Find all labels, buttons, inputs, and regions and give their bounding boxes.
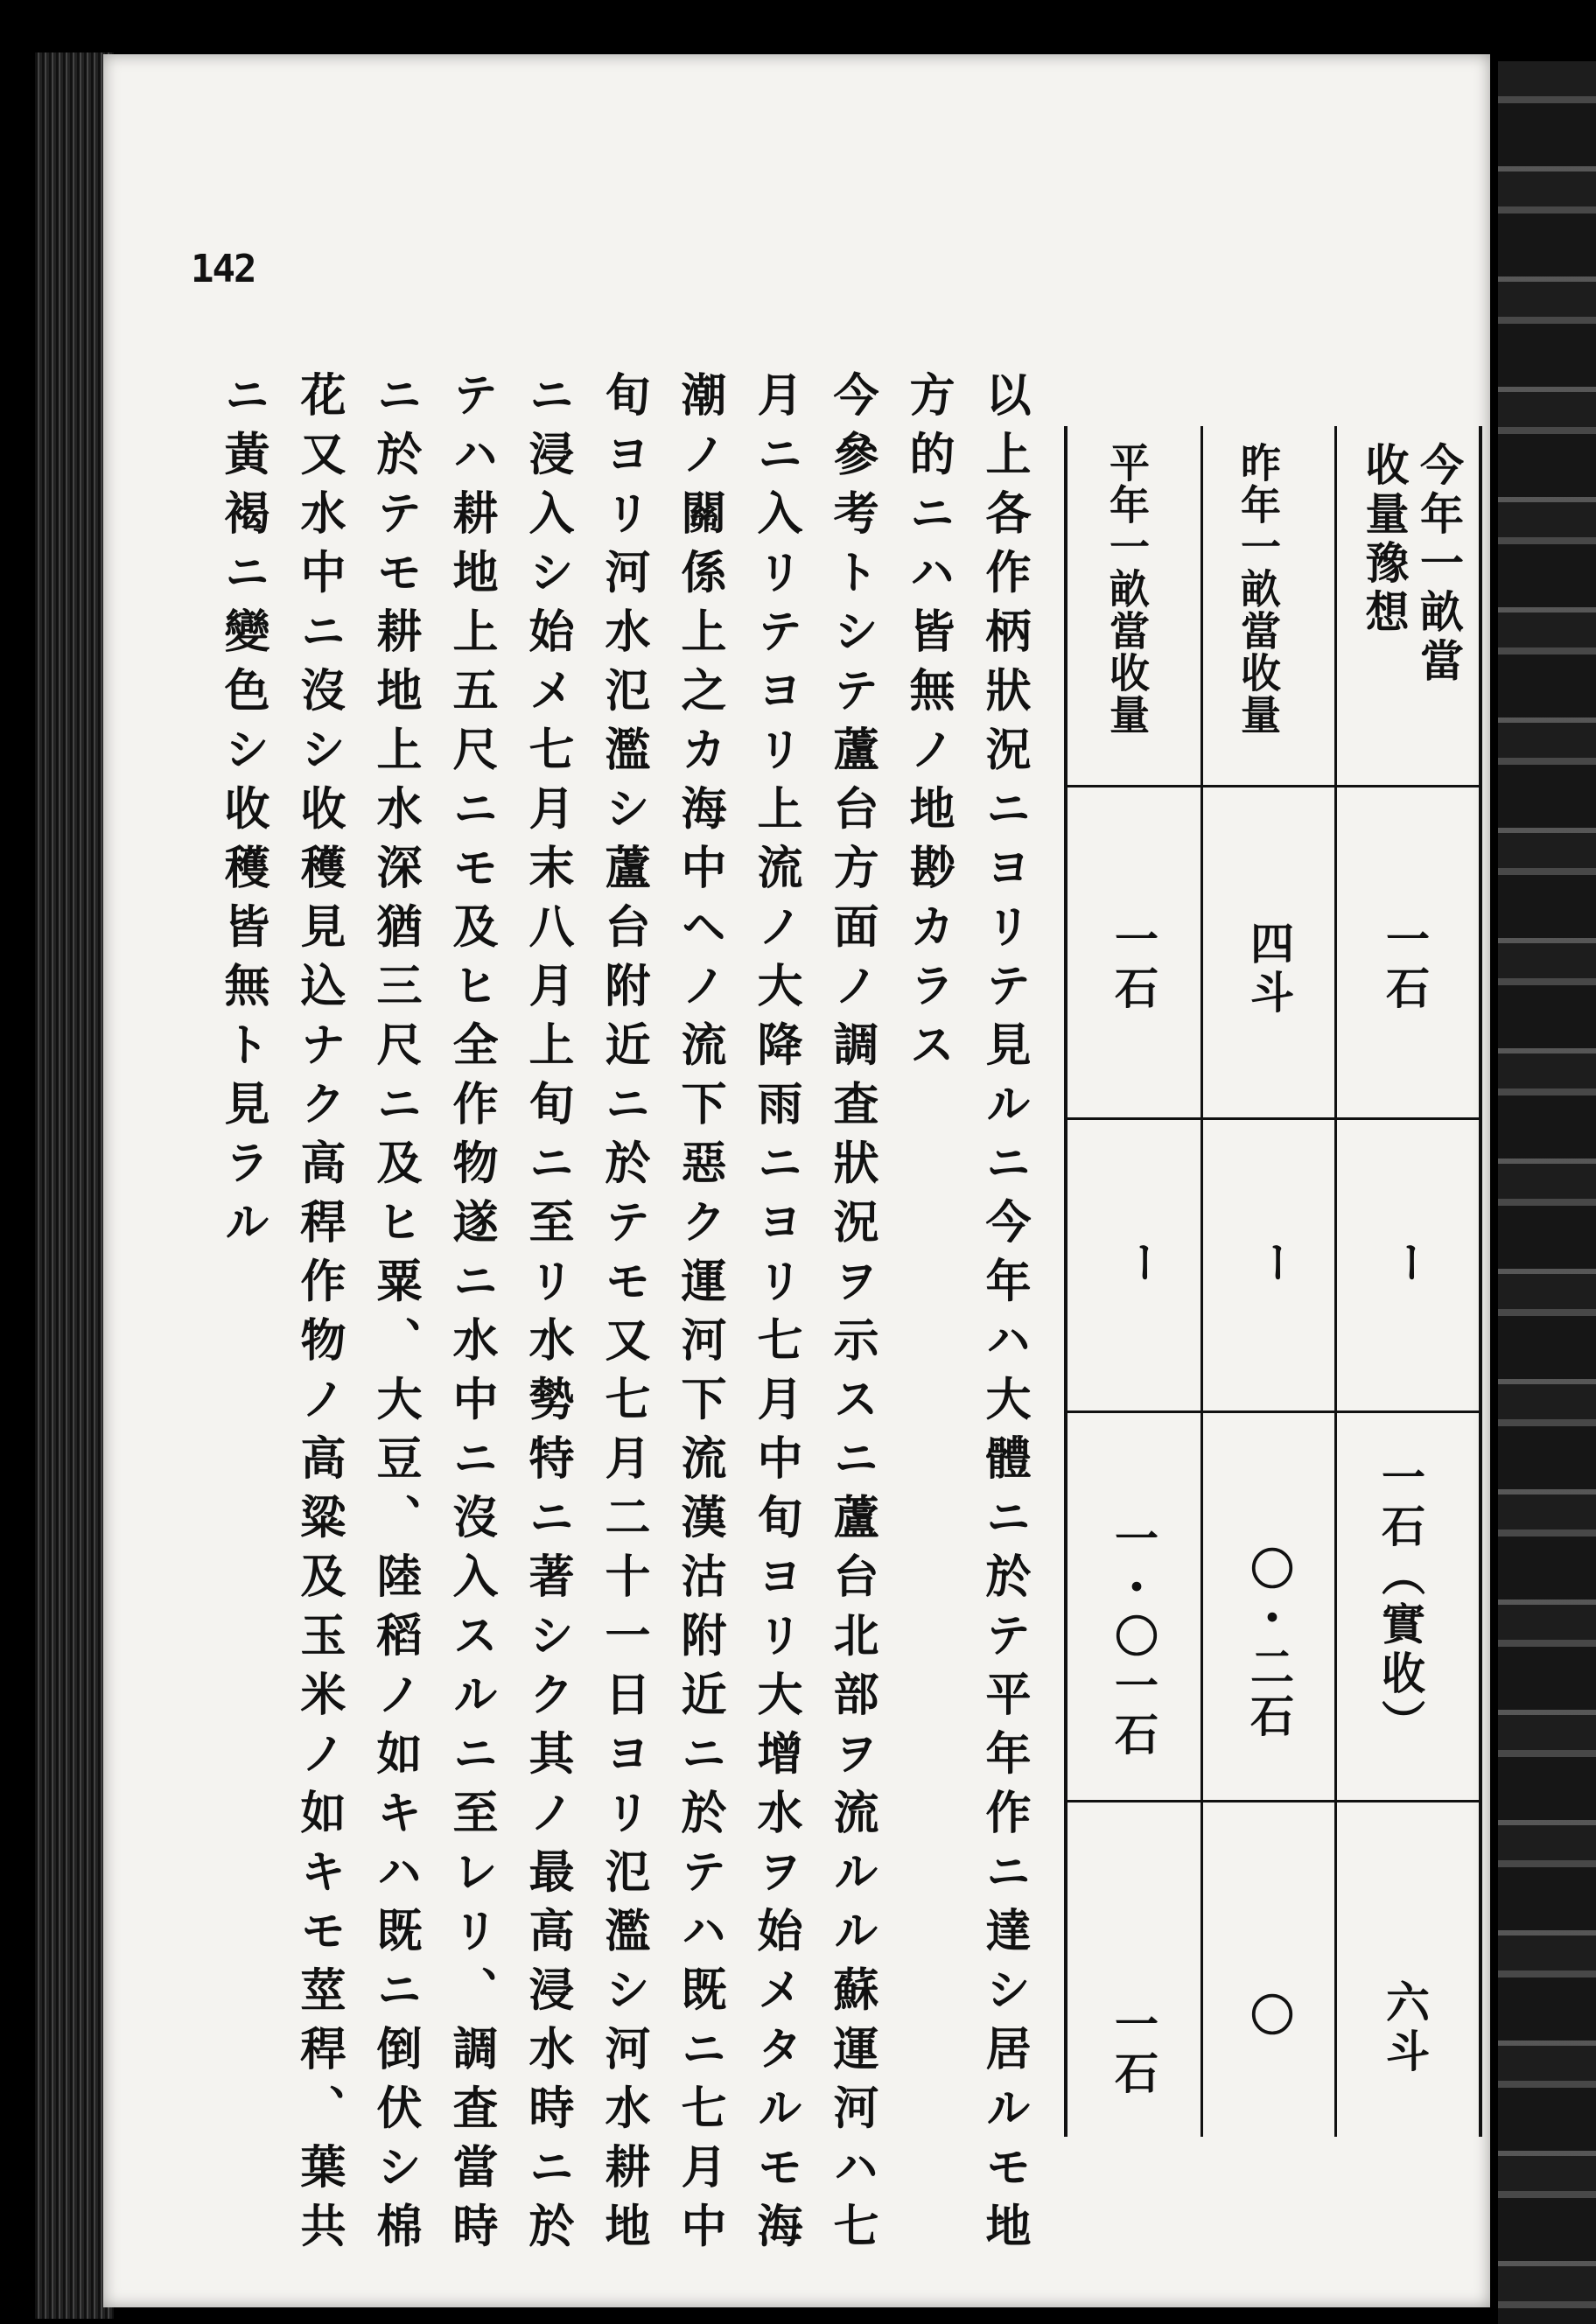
table-cell: 一石	[1108, 2001, 1159, 2099]
table-row-header: 今年一畝當 收量豫想	[1358, 442, 1465, 687]
body-column: 以上各作柄狀況ニヨリテ見ルニ今年ハ大體ニ於テ平年作ニ達シ居ルモ地	[977, 371, 1031, 2261]
table-cell: 〇	[1243, 1992, 1295, 2041]
table-rule	[1068, 1117, 1479, 1120]
body-column: 月ニ入リテヨリ上流ノ大降雨ニヨリ七月中旬ヨリ大增水ヲ始メタルモ海	[749, 371, 802, 2261]
body-column: テハ耕地上五尺ニモ及ヒ全作物遂ニ水中ニ沒入スルニ至レリ、調査當時	[444, 371, 498, 2261]
yield-table	[1064, 426, 1482, 2137]
table-cell: 一石	[1379, 916, 1431, 1014]
table-rule	[1068, 1800, 1479, 1802]
table-rule	[1334, 426, 1337, 2137]
body-column: 旬ヨリ河水氾濫シ蘆台附近ニ於テモ又七月二十一日ヨリ氾濫シ河水耕地	[597, 371, 650, 2261]
table-row-header: 昨年一畝當收量	[1235, 442, 1282, 736]
body-column: 今參考トシテ蘆台方面ノ調査狀況ヲ示スニ蘆台北部ヲ流ルル蘇運河ハ七	[825, 371, 878, 2261]
body-column: ニ浸入シ始メ七月末八月上旬ニ至リ水勢特ニ著シク其ノ最高浸水時ニ於	[521, 371, 574, 2261]
body-column: 潮ノ關係上之カ海中ヘノ流下惡ク運河下流漢沽附近ニ於テハ既ニ七月中	[673, 371, 726, 2261]
table-cell: 〇・二石	[1243, 1546, 1295, 1742]
body-column: ニ黃褐ニ變色シ收穫皆無ト見ラル	[216, 371, 270, 1257]
table-cell: 一石	[1108, 916, 1159, 1014]
table-cell: 六斗	[1379, 1979, 1431, 2077]
table-cell: 一石（實收）	[1375, 1454, 1426, 1748]
table-cell: 四斗	[1243, 920, 1295, 1018]
table-row-header: 平年一畝當收量	[1103, 442, 1151, 736]
page-number: 142	[191, 247, 256, 291]
facing-page-edge	[1498, 61, 1596, 2324]
table-rule	[1068, 785, 1479, 788]
table-cell: ー	[1383, 1240, 1435, 1289]
table-cell: ー	[1250, 1240, 1301, 1289]
table-rule	[1200, 426, 1203, 2137]
body-column: ニ於テモ耕地上水深猶三尺ニ及ヒ粟、大豆、陸稻ノ如キハ既ニ倒伏シ棉	[368, 371, 422, 2261]
table-cell: ー	[1116, 1240, 1168, 1289]
body-column: 方的ニハ皆無ノ地尠カラス	[901, 371, 955, 1080]
book-gutter	[35, 52, 114, 2319]
table-rule	[1068, 1410, 1479, 1413]
table-cell: 一・〇一石	[1108, 1516, 1159, 1760]
book-page	[103, 54, 1490, 2307]
body-column: 花又水中ニ沒シ收穫見込ナク高稈作物ノ高粱及玉米ノ如キモ莖稈、葉共	[292, 371, 346, 2261]
